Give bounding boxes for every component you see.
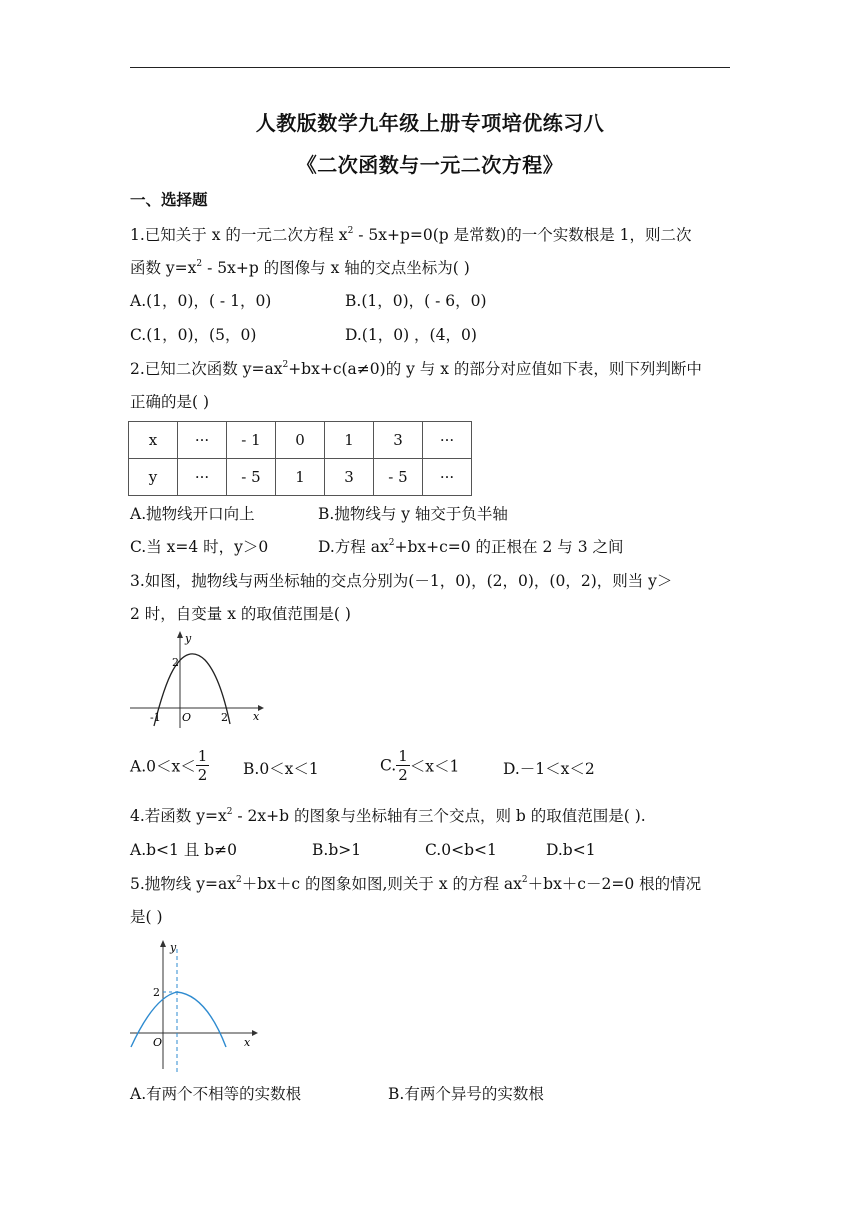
y-axis-arrow (160, 940, 166, 947)
q1-option-b: B.(1，0)，( - 6，0) (345, 292, 487, 310)
q2-option-a: A.抛物线开口向上 (130, 505, 255, 523)
q1-line2: 函数 $y=x^2 - 5x+p$ 的图像与 x 轴的交点坐标为( ) (130, 259, 470, 277)
q4-option-c: C.0<b<1 (425, 841, 497, 859)
x-axis-arrow (252, 1030, 258, 1036)
q3-line1: 3.如图，抛物线与两坐标轴的交点分别为(－1，0)，(2，0)，(0，2)，则当 y＞ (130, 572, 673, 590)
q4-option-a: A.b<1 且 b≠0 (130, 841, 238, 859)
q5-option-b: B.有两个异号的实数根 (388, 1085, 544, 1103)
parabola-curve (154, 654, 230, 726)
q3-option-a: A.0＜x＜ $\frac{1}{2}$ (130, 747, 208, 784)
q3-option-b: B.0＜x＜1 (243, 760, 319, 778)
origin-label: O (153, 1036, 163, 1049)
fraction: $\frac{1}{2}$ (398, 747, 408, 784)
y-axis-arrow (177, 631, 183, 638)
table-cell: 3 (374, 422, 423, 459)
table-cell: y (129, 459, 178, 496)
table-cell: - 5 (227, 459, 276, 496)
origin-label: O (182, 711, 192, 724)
section-heading: 一、选择题 (130, 190, 208, 209)
q5-line1: 5.抛物线 $y=ax^2+bx+c$ 的图象如图,则关于 x 的方程 $ax^2+bx+c-2=0$ 根的情况 (130, 875, 702, 893)
table-cell: 3 (325, 459, 374, 496)
x-label: x (253, 710, 260, 723)
table-cell: 0 (276, 422, 325, 459)
q5-line2: 是( ) (130, 908, 163, 926)
q2-line1: 2.已知二次函数 $y=ax^2+bx+c(a\ne 0)$的 y 与 x 的部分对应值如下表，则下列判断中 (130, 360, 702, 378)
q5-graph (128, 935, 263, 1075)
q2-option-c: C.当 x=4 时，y＞0 (130, 538, 269, 556)
q1-option-a: A.(1，0)，( - 1，0) (130, 292, 272, 310)
y-label: y (185, 632, 192, 645)
table-row-y (129, 459, 472, 496)
q3-graph (130, 630, 265, 730)
table-row-x (129, 422, 472, 459)
q2-option-d: D.方程 $ax^2+bx+c=0$ 的正根在 2 与 3 之间 (318, 538, 624, 556)
table-cell: ··· (178, 459, 227, 496)
q4-option-b: B.b>1 (312, 841, 362, 859)
q5-option-a: A.有两个不相等的实数根 (130, 1085, 302, 1103)
q4-option-d: D.b<1 (546, 841, 596, 859)
top-rule (130, 67, 730, 68)
q3-option-c: C. $\frac{1}{2}$ ＜x＜1 (380, 747, 460, 784)
y-label: y (170, 941, 177, 954)
y-tick-2: 2 (172, 656, 179, 669)
q4-line1: 4.若函数 $y=x^2 - 2x+b$ 的图象与坐标轴有三个交点，则 b 的取值范围是( ). (130, 807, 646, 825)
table-cell: 1 (276, 459, 325, 496)
q3-line2: 2 时，自变量 x 的取值范围是( ) (130, 605, 351, 623)
x-tick-neg1: -1 (150, 711, 161, 724)
page-subtitle: 《二次函数与一元二次方程》 (296, 153, 564, 177)
parabola-curve (131, 992, 226, 1047)
table-cell: ··· (178, 422, 227, 459)
table-cell: x (129, 422, 178, 459)
x-label: x (244, 1036, 251, 1049)
table-cell: ··· (423, 459, 472, 496)
q1-option-c: C.(1，0)，(5，0) (130, 326, 257, 344)
q2-option-b: B.抛物线与 y 轴交于负半轴 (318, 505, 508, 523)
value-table (128, 421, 472, 496)
q1-option-d: D.(1，0) ，(4，0) (345, 326, 477, 344)
y-tick-2: 2 (153, 986, 160, 999)
table-cell: - 1 (227, 422, 276, 459)
q1-line1: 1.已知关于 x 的一元二次方程 $x^2 - 5x+p=0(p$ 是常数)的一个实数根是 1，则二次 (130, 226, 692, 244)
table-cell: ··· (423, 422, 472, 459)
table-cell: - 5 (374, 459, 423, 496)
page-title: 人教版数学九年级上册专项培优练习八 (255, 111, 605, 135)
table-cell: 1 (325, 422, 374, 459)
x-tick-2: 2 (221, 711, 228, 724)
fraction: $\frac{1}{2}$ (197, 747, 208, 784)
q2-line2: 正确的是( ) (130, 393, 210, 411)
q3-option-d: D.－1＜x＜2 (503, 760, 595, 778)
